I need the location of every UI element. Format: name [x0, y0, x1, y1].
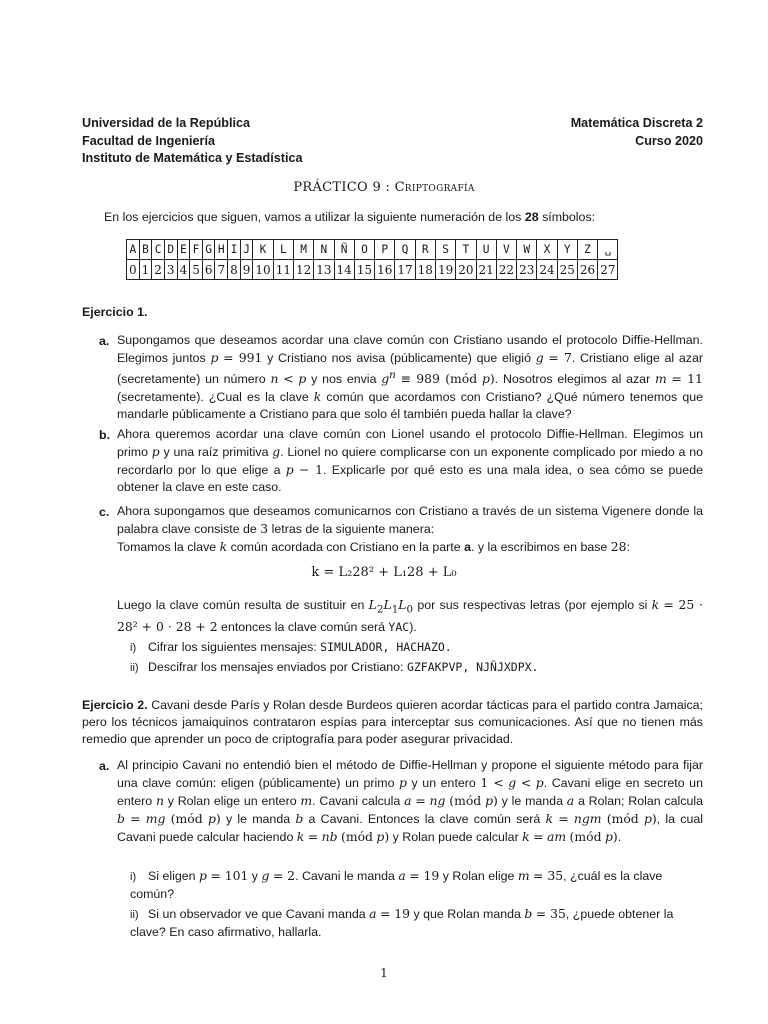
- ex2-subitem-i: i) Si eligen p = 101 y g = 2. Cavani le manda a = 19 y Rolan elige m = 35, ¿cuál es la clave común?: [130, 868, 663, 901]
- symbol-letter-cell: T: [456, 240, 476, 260]
- ex1-subitem-ii-text: Descifrar los mensajes enviados por Cristiano:: [148, 660, 407, 674]
- symbol-letters-row: [127, 240, 618, 260]
- symbol-number-cell: 19: [435, 260, 455, 280]
- symbol-letter-cell: C: [152, 240, 165, 260]
- symbol-number-cell: 23: [517, 260, 537, 280]
- symbol-number-cell: 26: [577, 260, 597, 280]
- symbol-letter-cell: O: [354, 240, 374, 260]
- institution-header: [82, 115, 302, 168]
- ex1-item-b-text: Ahora queremos acordar una clave común con Lionel usando el protocolo Diffie-Hellman. Elegimos un primo p y una raíz primitiva g. Lionel no quiere complicarse con un exponente complicado por miedo a no recordarlo por lo que elige a p − 1. Explicarle por qué esto es una mala idea, o sea cómo se puede obtener la clave en este caso.: [117, 427, 703, 494]
- symbol-letter-cell: S: [435, 240, 455, 260]
- symbol-number-cell: 24: [537, 260, 557, 280]
- symbol-letter-cell: P: [375, 240, 395, 260]
- ex1-subitem-i-label: i): [130, 642, 137, 654]
- symbol-number-cell: 10: [253, 260, 273, 280]
- symbol-letter-cell: B: [139, 240, 152, 260]
- intro-lead: En los ejercicios que siguen, vamos a utilizar la siguiente numeración de los: [104, 210, 525, 224]
- symbol-letter-cell: N: [314, 240, 334, 260]
- symbol-letter-cell: X: [537, 240, 557, 260]
- symbol-number-cell: 13: [314, 260, 334, 280]
- symbol-number-cell: 7: [215, 260, 228, 280]
- course-header: [571, 115, 703, 150]
- symbol-number-cell: 15: [354, 260, 374, 280]
- ex2-subitem-ii-label: ii): [130, 909, 139, 921]
- symbol-letter-cell: G: [202, 240, 215, 260]
- symbol-number-cell: 25: [557, 260, 577, 280]
- symbol-letter-cell: M: [293, 240, 313, 260]
- symbol-number-cell: 21: [476, 260, 496, 280]
- symbol-letter-cell: I: [228, 240, 241, 260]
- symbol-letter-cell: A: [127, 240, 140, 260]
- ex1-item-c-label: c.: [99, 505, 110, 519]
- ex2-subitem-ii: ii) Si un observador ve que Cavani manda a = 19 y que Rolan manda b = 35, ¿puede obtener la clave? En caso afirmativo, hallarla.: [130, 906, 674, 939]
- symbol-letter-cell: L: [273, 240, 293, 260]
- symbol-letter-cell: R: [415, 240, 435, 260]
- intro-text: [104, 210, 595, 224]
- symbol-number-cell: 18: [415, 260, 435, 280]
- symbol-letter-cell: Q: [395, 240, 415, 260]
- ex1-subitem-i-messages: SIMULADOR, HACHAZO.: [320, 640, 452, 654]
- ex1-item-a-label: a.: [99, 334, 110, 348]
- institute-name: Instituto de Matemática y Estadística: [82, 151, 303, 165]
- ex1-base-equation: k = L₂28² + L₁28 + L₀: [311, 565, 457, 580]
- symbol-letter-cell: E: [177, 240, 190, 260]
- symbol-number-cell: 8: [228, 260, 241, 280]
- symbol-letter-cell: K: [253, 240, 273, 260]
- course-name: Matemática Discreta 2: [570, 116, 703, 130]
- ex1-subitem-ii-messages: GZFAKPVP, NJÑJXDPX.: [406, 660, 539, 674]
- ex1-item-b-label: b.: [99, 428, 111, 442]
- title-main: PRÁCTICO 9 :: [293, 180, 395, 195]
- page-title: [0, 180, 768, 195]
- symbol-number-cell: 1: [139, 260, 152, 280]
- ex1-subitem-i: [130, 639, 703, 657]
- symbol-number-cell: 22: [496, 260, 516, 280]
- symbol-letter-cell: Ñ: [334, 240, 354, 260]
- symbol-letter-cell: J: [240, 240, 253, 260]
- ex2-item-a-text: Al principio Cavani no entendió bien el método de Diffie-Hellman y propone el siguiente método para fijar una clave común: eligen (públicamente) un primo p y un entero 1 < g < p. Cavani elige en secreto un entero n y Rolan elige un entero m. Cavani calcula a = ng (mód p) y le manda a a Rolan; Rolan calcula b = mg (mód p) y le manda b a Cavani. Entonces la clave común será k = ngm (mód p), la cual Cavani puede calcular haciendo k = nb (mód p) y Rolan puede calcular k = am (mód p).: [117, 758, 704, 844]
- ex1-subitem-ii: [130, 659, 703, 677]
- symbol-letter-cell: U: [476, 240, 496, 260]
- ex1-item-a-text: Supongamos que deseamos acordar una clave común con Cristiano usando el protocolo Diffie-Hellman. Elegimos juntos p = 991 y Cristiano nos avisa (públicamente) que eligió g = 7. Cristiano elige al azar (secretamente) un número n < p y nos envia $g^n \equiv 989$ (mód p). Nosotros elegimos al azar m = 11 (secretamente). ¿Cual es la clave k común que acordamos con Cristiano? ¿Qué número tenemos que mandarle públicamente a Cristiano para que solo él también pueda hallar la clave?: [117, 333, 703, 422]
- symbol-number-cell: 17: [395, 260, 415, 280]
- symbol-number-cell: 12: [293, 260, 313, 280]
- page-number: 1: [380, 966, 388, 980]
- symbol-number-cell: 20: [456, 260, 476, 280]
- exercise-1-heading: Ejercicio 1.: [82, 305, 148, 319]
- title-sub: Criptografía: [394, 180, 475, 195]
- ex1-item-c-text: Ahora supongamos que deseamos comunicarnos con Cristiano a través de un sistema Vigenere donde la palabra clave consiste de 3 letras de la siguiente manera: Tomamos la clave k común acordada con Cristiano en la parte a. y la escribimos en base 28:: [117, 504, 703, 554]
- symbol-number-cell: 11: [273, 260, 293, 280]
- symbol-letter-cell: W: [517, 240, 537, 260]
- ex1-subitem-i-text: Cifrar los siguientes mensajes:: [148, 640, 321, 654]
- symbol-letter-cell: D: [164, 240, 177, 260]
- symbol-number-cell: 4: [177, 260, 190, 280]
- ex1-subitem-ii-label: ii): [130, 662, 139, 674]
- symbol-number-cell: 14: [334, 260, 354, 280]
- symbol-number-cell: 6: [202, 260, 215, 280]
- intro-count: 28: [524, 210, 539, 224]
- symbol-letter-cell: H: [215, 240, 228, 260]
- exercise-2-heading: Ejercicio 2.: [82, 698, 148, 712]
- symbol-number-cell: 2: [152, 260, 165, 280]
- course-year: Curso 2020: [635, 133, 703, 148]
- ex2-item-a-label: a.: [99, 759, 110, 773]
- ex1-item-c-continued: Luego la clave común resulta de sustituir en $L_2L_1L_0$ por sus respectivas letras (por ejemplo si k = 25 · 28² + 0 · 28 + 2 entonces la clave común será YAC).: [117, 597, 704, 635]
- symbol-number-cell: 16: [375, 260, 395, 280]
- symbol-number-cell: 3: [164, 260, 177, 280]
- symbol-number-cell: 0: [127, 260, 140, 280]
- symbol-number-cell: 27: [598, 260, 618, 280]
- university-name: Universidad de la República: [82, 116, 250, 130]
- faculty-name: Facultad de Ingeniería: [82, 133, 215, 148]
- symbol-letter-cell: ␣: [598, 240, 618, 260]
- symbol-number-cell: 9: [240, 260, 253, 280]
- ex2-subitem-i-label: i): [130, 871, 137, 883]
- symbol-numbers-row: [127, 260, 618, 280]
- exercise-2-intro: Ejercicio 2. Cavani desde París y Rolan desde Burdeos quieren acordar tácticas para el partido contra Jamaica; pero los técnicos jamaiquinos contrataron espías para interceptar sus comunicaciones. Así que no tienen más remedio que aprender un poco de criptografía para poder asegurar privacidad.: [82, 698, 703, 746]
- symbol-letter-cell: F: [190, 240, 203, 260]
- intro-tail: símbolos:: [538, 210, 596, 224]
- symbol-letter-cell: Y: [557, 240, 577, 260]
- symbol-letter-cell: Z: [577, 240, 597, 260]
- symbol-table: [126, 239, 618, 280]
- symbol-letter-cell: V: [496, 240, 516, 260]
- symbol-number-cell: 5: [190, 260, 203, 280]
